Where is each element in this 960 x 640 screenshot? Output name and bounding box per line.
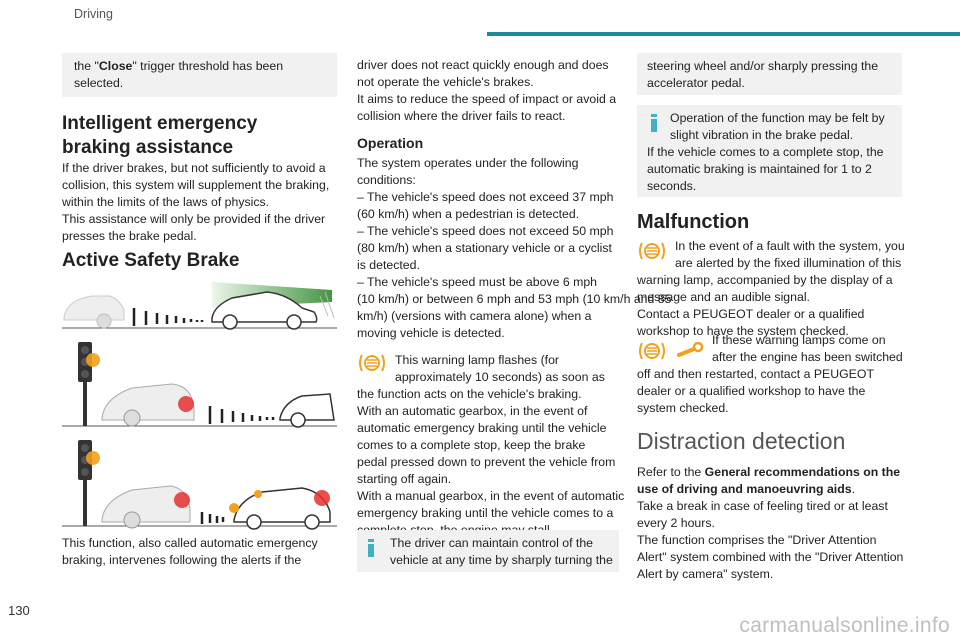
malfunction-lamp-first: In the event of a fault with the system, you are alerted by the fixed illumination of this (675, 239, 905, 270)
operation-conditions: The system operates under the following conditions: – The vehicle's speed does not exceed 37 mph (60 km/h) when a pedestrian is detected. – The vehicle's speed does not exceed 50 mph (80 km/h) when a stationary vehicle or a cyclist is detected. – The vehicle's speed must be above 6 mph (10 km/h) or between 6 mph and 53 mph (10 km/h and 85 km/h) (versions with camera alone) when a moving vehicle is detected. (357, 156, 672, 340)
header-accent-bar (487, 32, 960, 36)
vibration-info-first: Operation of the function may be felt by slight vibration in the brake pedal. (670, 111, 885, 142)
malfunction-lamp-rest: warning lamp, accompanied by the display of a message and an audible signal. Contact a PEUGEOT dealer or a qualified workshop to have the system checked. (637, 273, 893, 338)
info-icon (651, 114, 657, 132)
watermark: carmanualsonline.info (739, 614, 950, 637)
threshold-note-text: the "Close" trigger threshold has been selected. (74, 59, 284, 90)
header-section-title: Driving (74, 7, 113, 21)
service-wrench-icon (676, 342, 704, 360)
malfunction-heading: Malfunction (637, 211, 750, 233)
lamp-description-first: This warning lamp flashes (for approximately 10 seconds) as soon as (395, 353, 605, 384)
distraction-body: Take a break in case of feeling tired or at least every 2 hours. The function comprises the "Driver Attention Alert" system combined with the "Driver Attention Alert by camera" system. (637, 499, 904, 581)
asb-figure-moving (62, 438, 337, 530)
malfunction-lamps-first: If these warning lamps come on after the engine has been switched (712, 333, 903, 364)
fault-warning-lamp-icon (637, 340, 667, 362)
lamp-description-rest: the function acts on the vehicle's braking. With an automatic gearbox, in the event of automatic emergency braking until the vehicle comes to a complete stop, keep the brake pedal pressed down to prevent the vehicle from starting off again. With a manual gearbox, in the event of automatic emergency braking until the vehicle comes to a (357, 387, 625, 520)
vibration-info-rest: If the vehicle comes to a complete stop, the automatic braking is maintained for 1 to 2 seconds. (647, 145, 884, 193)
malfunction-lamps-rest: off and then restarted, contact a PEUGEOT dealer or a qualified workshop to have the system checked. (637, 367, 874, 415)
asb-intro: driver does not react quickly enough and does not operate the vehicle's brakes. It aims to reduce the speed of impact or avoid a collision where the driver fails to react. (357, 58, 617, 123)
distraction-heading: Distraction detection (637, 428, 846, 454)
asb-figure-vehicle (62, 282, 337, 330)
distraction-reference: Refer to the General recommendations on the use of driving and manoeuvring aids. (637, 465, 901, 496)
info-icon (368, 539, 374, 557)
page-number: 130 (8, 603, 30, 618)
asb-heading: Active Safety Brake (62, 250, 240, 271)
fault-warning-lamp-icon (637, 240, 667, 262)
asb-figure-stationary (62, 338, 337, 428)
iea-heading: Intelligent emergency braking assistance (62, 113, 258, 158)
driver-control-info-text: The driver can maintain control of the vehicle at any time by sharply turning the (390, 536, 613, 567)
collision-warning-lamp-icon (357, 352, 387, 374)
steering-info-text: steering wheel and/or sharply pressing the accelerator pedal. (647, 59, 879, 90)
operation-heading: Operation (357, 135, 424, 151)
asb-description: This function, also called automatic emergency braking, intervenes following the alerts if the (62, 536, 318, 567)
iea-body: If the driver brakes, but not sufficiently to avoid a collision, this system will supplement the braking, within the limits of the laws of physics. This assistance will only be provided if the driver presses the brake pedal. (62, 161, 330, 243)
